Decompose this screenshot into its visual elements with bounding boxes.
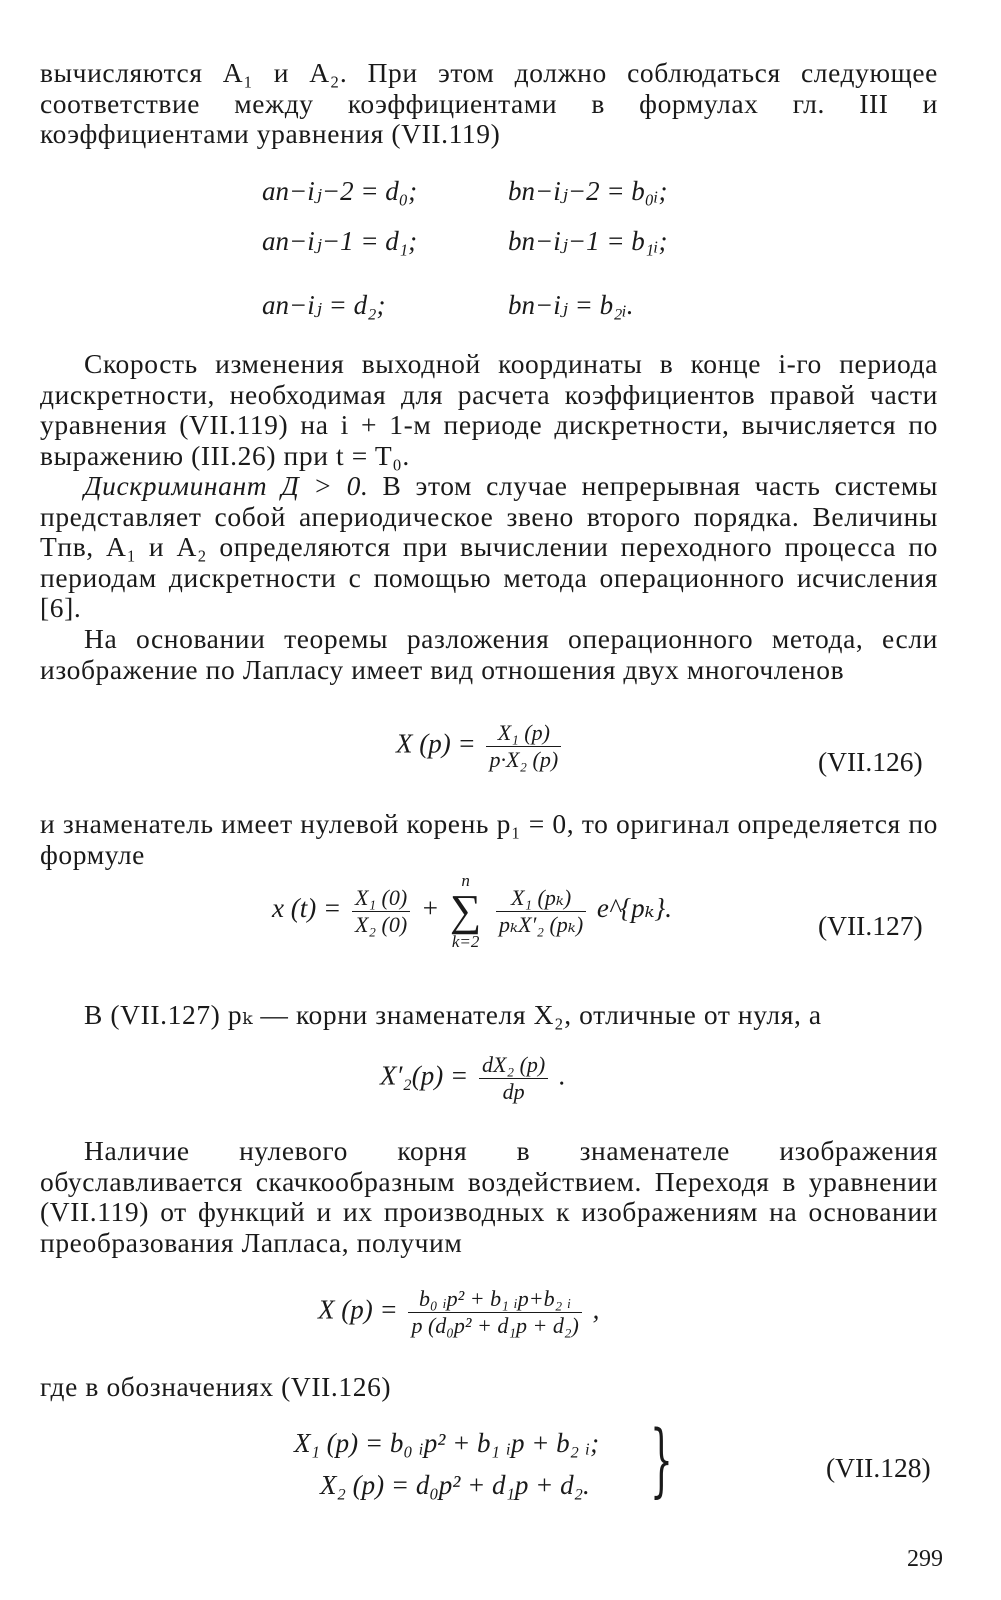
eq127-fraction-2 xyxy=(496,885,586,938)
paragraph-notation: где в обозначениях (VII.126) xyxy=(40,1371,392,1402)
eq128-line-1: X₁ (p) = b₀ ᵢp² + b₁ ᵢp + b₂ ᵢ; xyxy=(294,1428,600,1458)
coef-left-2: an−iⱼ−1 = d₁; xyxy=(262,226,418,256)
deriv-lhs: X′₂(p) = xyxy=(380,1060,469,1091)
laplace-denominator: p (d₀p² + d₁p + d₂) xyxy=(411,1313,579,1338)
eq126-numerator: X₁ (p) xyxy=(486,720,561,747)
eq126-label: (VII.126) xyxy=(818,746,923,777)
eq127-exponential: e^{pₖ}. xyxy=(596,893,672,924)
paragraph-discriminant xyxy=(40,471,938,624)
eq128-label: (VII.128) xyxy=(826,1452,931,1483)
laplace-tail: , xyxy=(592,1294,600,1325)
eq127-numerator-2: X₁ (pₖ) xyxy=(496,885,586,912)
deriv-numerator: dX₂ (p) xyxy=(479,1052,548,1079)
paragraph-zero-root: и знаменатель имеет нулевой корень p₁ = 0, то оригинал определяется по формуле xyxy=(40,808,938,870)
equation-derivative xyxy=(380,1052,566,1105)
coef-left-1: an−iⱼ−2 = d₀; xyxy=(262,176,418,206)
paragraph-expansion: На основании теоремы разложения операционного метода, если изображение по Лапласу имеет вид отношения двух многочленов xyxy=(40,623,938,685)
sum-lower-limit: k=2 xyxy=(451,932,480,951)
eq127-plus: + xyxy=(420,893,440,924)
page-number: 299 xyxy=(907,1546,943,1572)
deriv-tail: . xyxy=(559,1060,566,1091)
paragraph-zero-root-cause: Наличие нулевого корня в знаменателе изображения обуславливается скачкообразным воздействием. Переходя в уравнении (VII.119) от функций и их производных к изображениям на основании преобразования Лапласа, получим xyxy=(40,1135,938,1258)
eq126-fraction xyxy=(486,720,561,773)
eq127-fraction-1 xyxy=(352,885,410,938)
eq128-line-2: X₂ (p) = d₀p² + d₁p + d₂. xyxy=(320,1470,590,1500)
deriv-fraction xyxy=(479,1052,548,1105)
eq127-lhs: x (t) = xyxy=(272,893,342,924)
sigma-icon: ∑ xyxy=(449,886,482,935)
eq127-denominator-2: pₖX′₂ (pₖ) xyxy=(499,911,584,937)
eq126-denominator: p·X₂ (p) xyxy=(489,747,559,772)
sum-upper-limit: n xyxy=(461,871,470,890)
eq127-denominator-1: X₂ (0) xyxy=(354,911,408,937)
eq126-lhs: X (p) = xyxy=(396,728,476,759)
laplace-fraction xyxy=(408,1286,581,1339)
eq127-label: (VII.127) xyxy=(818,910,923,941)
paragraph-roots: В (VII.127) pₖ — корни знаменателя X₂, отличные от нуля, а xyxy=(84,999,822,1030)
equation-126 xyxy=(396,720,565,773)
discriminant-lead: Дискриминант Д > 0. xyxy=(84,470,369,501)
coef-right-2: bn−iⱼ−1 = b₁ᵢ; xyxy=(508,226,668,256)
paragraph-intro: вычисляются A₁ и A₂. При этом должно соблюдаться следующее соответствие между коэффициентами в формулах гл. III и коэффициентами уравнения (VII.119) xyxy=(40,57,938,149)
equation-laplace xyxy=(318,1286,599,1339)
coef-left-3: an−iⱼ = d₂; xyxy=(262,290,386,320)
equation-127 xyxy=(272,872,672,950)
laplace-numerator: b₀ ᵢp² + b₁ ᵢp+b₂ ᵢ xyxy=(408,1286,581,1313)
right-brace-icon: } xyxy=(650,1413,673,1506)
eq127-numerator-1: X₁ (0) xyxy=(352,885,410,912)
laplace-lhs: X (p) = xyxy=(318,1294,398,1325)
coef-right-3: bn−iⱼ = b₂ᵢ. xyxy=(508,290,634,320)
coef-right-1: bn−iⱼ−2 = b₀ᵢ; xyxy=(508,176,668,206)
discriminant-text: В этом случае непрерывная часть системы представляет собой апериодическое звено второго порядка. Величины Tпв, A₁ и A₂ определяются при вычислении переходного процесса по периодам дискретности с помощью метода операционного исчисления [6]. xyxy=(40,470,939,623)
summation-sign xyxy=(450,872,481,950)
paragraph-rate: Скорость изменения выходной координаты в конце i-го периода дискретности, необходимая для расчета коэффициентов правой части уравнения (VII.119) на i + 1-м периоде дискретности, вычисляется по выражению (III.26) при t = T₀. xyxy=(40,348,938,471)
deriv-denominator: dp xyxy=(502,1079,525,1104)
